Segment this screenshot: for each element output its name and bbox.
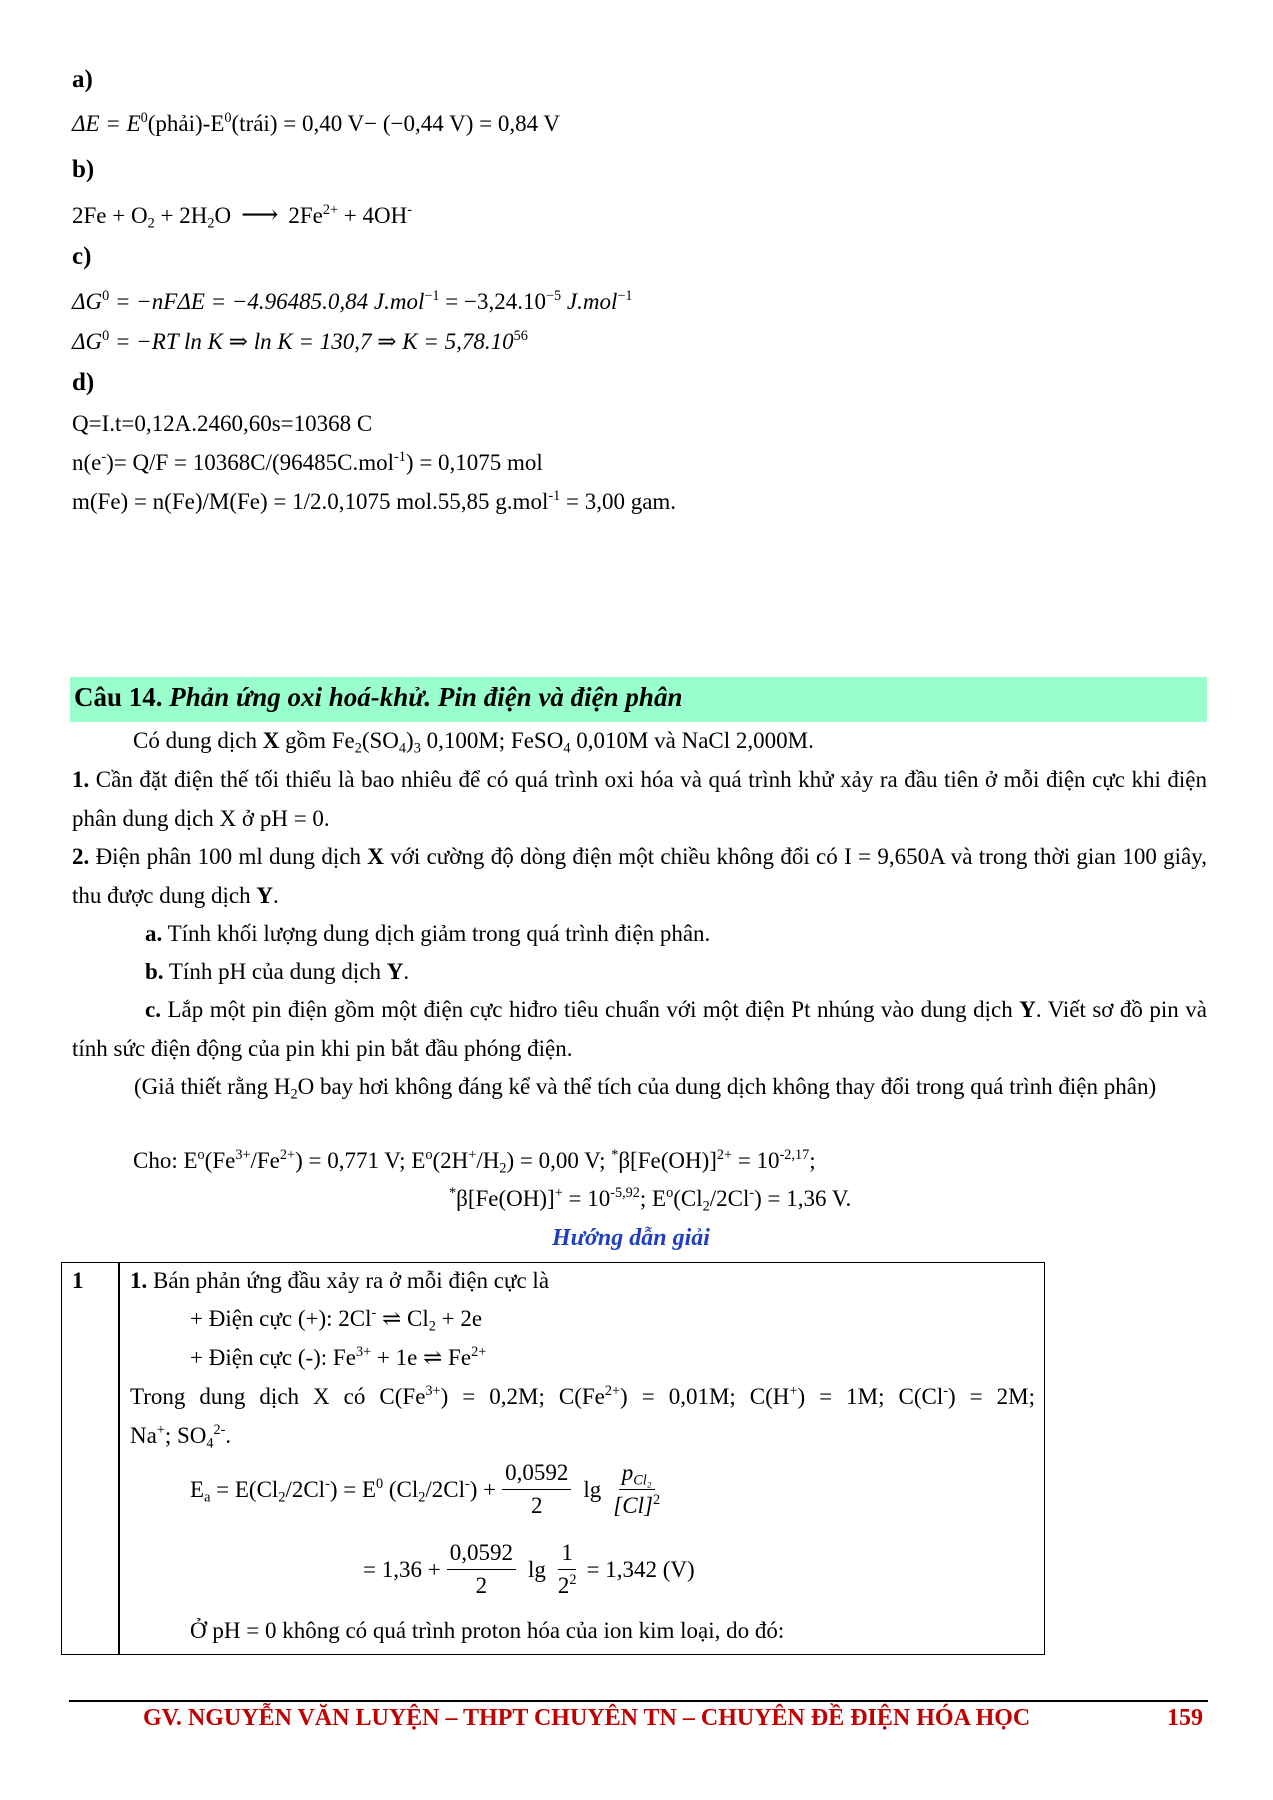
fraction-0592-over-2: $\frac{0,0592}{2}$ (502, 1460, 571, 1519)
question-part-2a: a. Tính khối lượng dung dịch giảm trong quá trình điện phân. (145, 921, 711, 946)
solution-electrode-minus: + Điện cực (-): $Fe^{3+} + 1e$ ⇌ $Fe^{2+}$ (190, 1344, 487, 1370)
text-d1: Q=I.t=0,12A.2460,60s=10368 C (72, 411, 373, 436)
fraction-1-over-2sq: $\frac{1}{2^2}$ (557, 1540, 577, 1598)
question-part-2: 2. Điện phân 100 ml dung dịch X với cường độ dòng điện một chiều không đổi có I = 9,650A và trong thời gian 100 giây, thu được dung dịch Y. (72, 844, 1207, 908)
text-d3: m(Fe) = n(Fe)/M(Fe) = 1/2.0,1075 mol.55,85 g.mol$^{-1}$ = 3,00 gam. (72, 488, 677, 514)
question-note: (Giả thiết rằng $H_2O$ bay hơi không đáng kể và thể tích của dung dịch không thay đổi trong quá trình điện phân) (134, 1074, 1157, 1103)
equation-c2: $\Delta G^0 = -RT$ ln K ⇒ ln K = 130,7 ⇒ $K = 5,78.10^{56}$ (72, 328, 528, 354)
label-c: c) (72, 243, 92, 270)
fraction-pcl2-over-cl2: $\frac{p_{Cl_2}}{[Cl]^2}$ (613, 1460, 661, 1518)
solution-equation-1: $E_a = E(Cl_2/2Cl^-) = E^0$ $(Cl_2/2Cl^-)$ + $\frac{0,0592}{2}$ lg $\frac{p_{Cl_2}}{[Cl]^2}$ (190, 1460, 661, 1518)
table-column-divider (118, 1263, 120, 1654)
label-b: b) (72, 156, 95, 183)
guide-title: Hướng dẫn giải (552, 1225, 710, 1251)
solution-cathode-anode-plus: + Điện cực (+): 2Cl- ⇌ $Cl_2 + 2e$ (190, 1305, 483, 1335)
solution-row-number: 1 (72, 1268, 84, 1293)
fraction-0592-over-2-b: $\frac{0,0592}{2}$ (447, 1540, 516, 1599)
question-title: Câu 14. Phản ứng oxi hoá-khử. Pin điện và điện phân (74, 682, 683, 712)
footer-rule (69, 1700, 1208, 1702)
equation-a: $\Delta E = E^0(phải)-E^0(trái) = 0,40$ V− (−0,44 V) = 0,84 V (72, 110, 561, 136)
equation-b: $2Fe + O_2 + 2H_2O$ ⟶ $2Fe^{2+} + 4OH^-$ (72, 200, 412, 232)
solution-concentrations: Trong dung dịch X có $C(Fe^{3+}) = 0,2M$; $C(Fe^{2+}) = 0,01M$; C(H+) = 1M; C(Cl-) = 2M; (130, 1383, 1035, 1409)
question-part-2b: b. Tính pH của dung dịch Y. (145, 959, 410, 984)
footer-text: GV. NGUYỄN VĂN LUYỆN – THPT CHUYÊN TN – CHUYÊN ĐỀ ĐIỆN HÓA HỌC (143, 1705, 1031, 1731)
question-intro: Có dung dịch X gồm $Fe_2(SO_4)_3$ 0,100M; FeSO$_4$ 0,010M và NaCl 2,000M. (133, 728, 814, 757)
question-part-1: 1. Cần đặt điện thế tối thiểu là bao nhiêu để có quá trình oxi hóa và quá trình khử xảy ra đầu tiên ở mỗi điện cực khi điện phân dung dịch X ở pH = 0. (72, 767, 1207, 831)
solution-equation-2: = 1,36 + $\frac{0,0592}{2}$ lg $\frac{1}{2^2}$ = 1,342 (V) (363, 1540, 695, 1598)
equation-c1: $\Delta G^0 = -nF\Delta E = -4.96485.0,84$ $J.mol^{-1} = -3,24.10^{-5}$ J.mol$^{-1}$ (72, 288, 633, 314)
given-data-1: Cho: $E^o(Fe^{3+}/Fe^{2+}) = 0,771$ V; $E^o(2H^+/H_2) = 0,00$ V; $^*\beta[Fe(OH)]^{2+} = 10^{-2,17}$; (133, 1147, 816, 1177)
label-d: d) (72, 369, 95, 396)
text-d2: n(e-)= Q/F = 10368C/(96485C.mol$^{-1}$) = 0,1075 mol (72, 449, 543, 475)
question-part-2c: c. Lắp một pin điện gồm một điện cực hiđro tiêu chuẩn với một điện Pt nhúng vào dung dịch Y. Viết sơ đồ pin và tính sức điện động của pin khi pin bắt đầu phóng điện. (72, 997, 1207, 1061)
label-a: a) (72, 66, 93, 93)
solution-ions: Na+; $SO_4^{2-}$. (130, 1422, 232, 1452)
solution-line-1: 1. Bán phản ứng đầu xảy ra ở mỗi điện cực là (130, 1268, 550, 1293)
page-number: 159 (1167, 1705, 1203, 1731)
given-data-2: $^*\beta[Fe(OH)]^+ = 10^{-5,92}$; $E^o(Cl_2/2Cl^-) = 1,36$ V. (449, 1185, 852, 1215)
solution-last-line: Ở pH = 0 không có quá trình proton hóa của ion kim loại, do đó: (190, 1618, 785, 1643)
